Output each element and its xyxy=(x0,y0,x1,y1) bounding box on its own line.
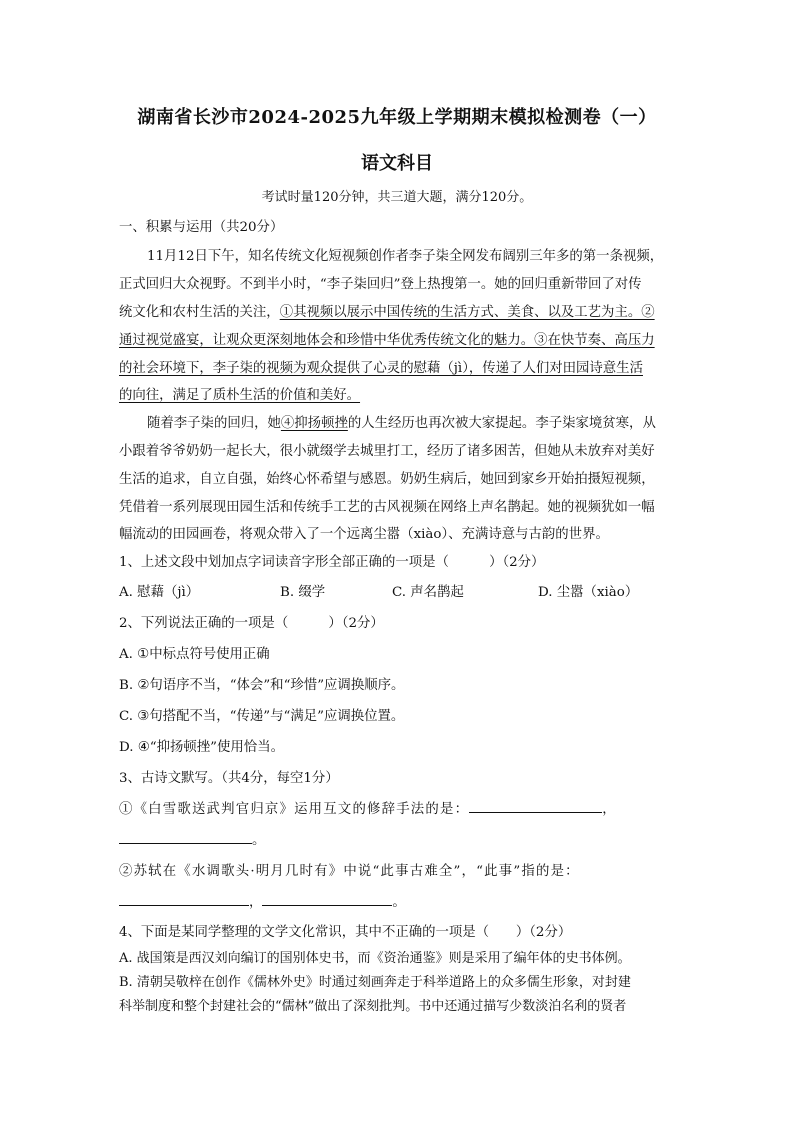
question3-part1-line2 xyxy=(119,829,265,848)
answer-blank[interactable] xyxy=(262,893,392,906)
passage1-line6: 的向往，满足了质朴生活的价值和美好。 xyxy=(119,388,361,403)
question3-stem: 3、古诗文默写。（共4分，每空1分） xyxy=(119,771,339,786)
answer-blank[interactable] xyxy=(119,893,249,906)
passage2-line5: 幅流动的田园画卷，将观众带入了一个远离尘嚣（xiào）、充满诗意与古韵的世界。 xyxy=(119,527,609,542)
passage1-line3 xyxy=(119,301,655,320)
passage2-line3: 生活的追求，自立自强，始终心怀希望与感恩。奶奶生病后，她回到家乡开始拍摄短视频， xyxy=(119,472,655,487)
question1-option-d: D. 尘嚣（xiào） xyxy=(538,585,639,600)
question4-option-b-line1: B. 清朝吴敬梓在创作《儒林外史》时通过刻画奔走于科举道路上的众多儒生形象，对封建 xyxy=(119,975,631,990)
question2-option-a: A. ①中标点符号使用正确 xyxy=(119,647,270,662)
passage2-line1 xyxy=(147,412,656,431)
question4-option-a: A. 战国策是西汉刘向编订的国别体史书，而《资治通鉴》则是采用了编年体的史书体例。 xyxy=(119,951,631,966)
question3-part2-comma: ， xyxy=(249,895,263,910)
question2-option-d: D. ④“抑扬顿挫”使用恰当。 xyxy=(119,740,284,755)
question3-part2: ②苏轼在《水调歌头·明月几时有》中说“此事古难全”，“此事”指的是： xyxy=(119,864,580,879)
question4-option-b-line2: 科举制度和整个封建社会的“儒林”做出了深刻批判。书中还通过描写少数淡泊名利的贤者 xyxy=(119,999,627,1014)
answer-blank[interactable] xyxy=(119,831,252,844)
passage1-line2: 正式回归大众视野。不到半小时，“李子柒回归”登上热搜第一。她的回归重新带回了对传 xyxy=(119,277,642,292)
passage1-line4: 通过视觉盛宴，让观众更深刻地体会和珍惜中华优秀传统文化的魅力。③在快节奏、高压力 xyxy=(119,333,655,348)
passage2-line2: 小跟着爷爷奶奶一起长大，很小就缀学去城里打工，经历了诸多困苦，但她从未放弃对美好 xyxy=(119,444,655,459)
question1-stem: 1、上述文段中划加点字词读音字形全部正确的一项是（ ）（2分） xyxy=(119,555,545,570)
passage1-line3-underlined: ①其视频以展示中国传统的生活方式、美食、以及工艺为主。② xyxy=(279,305,655,320)
question1-option-c: C. 声名鹊起 xyxy=(392,585,464,600)
question1-option-a: A. 慰藉（jì） xyxy=(119,585,200,600)
passage1-line5: 的社会环境下，李子柒的视频为观众提供了心灵的慰藉（jì），传递了人们对田园诗意生活 xyxy=(119,361,643,376)
subject-title: 语文科目 xyxy=(361,153,433,174)
passage1-line3-plain: 统文化和农村生活的关注， xyxy=(119,305,280,320)
exam-info: 考试时量120分钟，共三道大题，满分120分。 xyxy=(261,190,533,205)
passage2-line1-underlined: ④抑扬顿挫 xyxy=(280,416,348,431)
exam-title: 湖南省长沙市2024-2025九年级上学期期末模拟检测卷（一） xyxy=(137,107,657,128)
section-heading: 一、积累与运用（共20分） xyxy=(119,220,284,235)
passage2-line1-a: 随着李子柒的回归，她 xyxy=(147,416,281,431)
question3-part1-period: 。 xyxy=(252,833,266,848)
question2-stem: 2、下列说法正确的一项是（ ）（2分） xyxy=(119,616,384,631)
question2-option-c: C. ③句搭配不当，“传递”与“满足”应调换位置。 xyxy=(119,709,405,724)
question2-option-b: B. ②句语序不当，“体会”和“珍惜”应调换顺序。 xyxy=(119,678,405,693)
passage2-line4: 凭借着一系列展现田园生活和传统手工艺的古风视频在网络上声名鹊起。她的视频犹如一幅 xyxy=(119,500,655,515)
question4-stem: 4、下面是某同学整理的文学文化常识，其中不正确的一项是（ ）（2分） xyxy=(119,925,572,940)
passage1-line1: 11月12日下午，知名传统文化短视频创作者李子柒全网发布阔别三年多的第一条视频， xyxy=(147,249,664,264)
question1-option-b: B. 缀学 xyxy=(280,585,326,600)
question3-part1-text: ①《白雪歌送武判官归京》运用互文的修辞手法的是： xyxy=(119,802,470,817)
question3-part1-comma: ， xyxy=(602,802,617,817)
question3-part2-period: 。 xyxy=(392,895,406,910)
question3-part2-line2 xyxy=(119,891,406,910)
question3-part1 xyxy=(119,798,617,817)
answer-blank[interactable] xyxy=(469,800,602,813)
passage2-line1-c: 的人生经历也再次被大家提起。李子柒家境贫寒，从 xyxy=(347,416,656,431)
